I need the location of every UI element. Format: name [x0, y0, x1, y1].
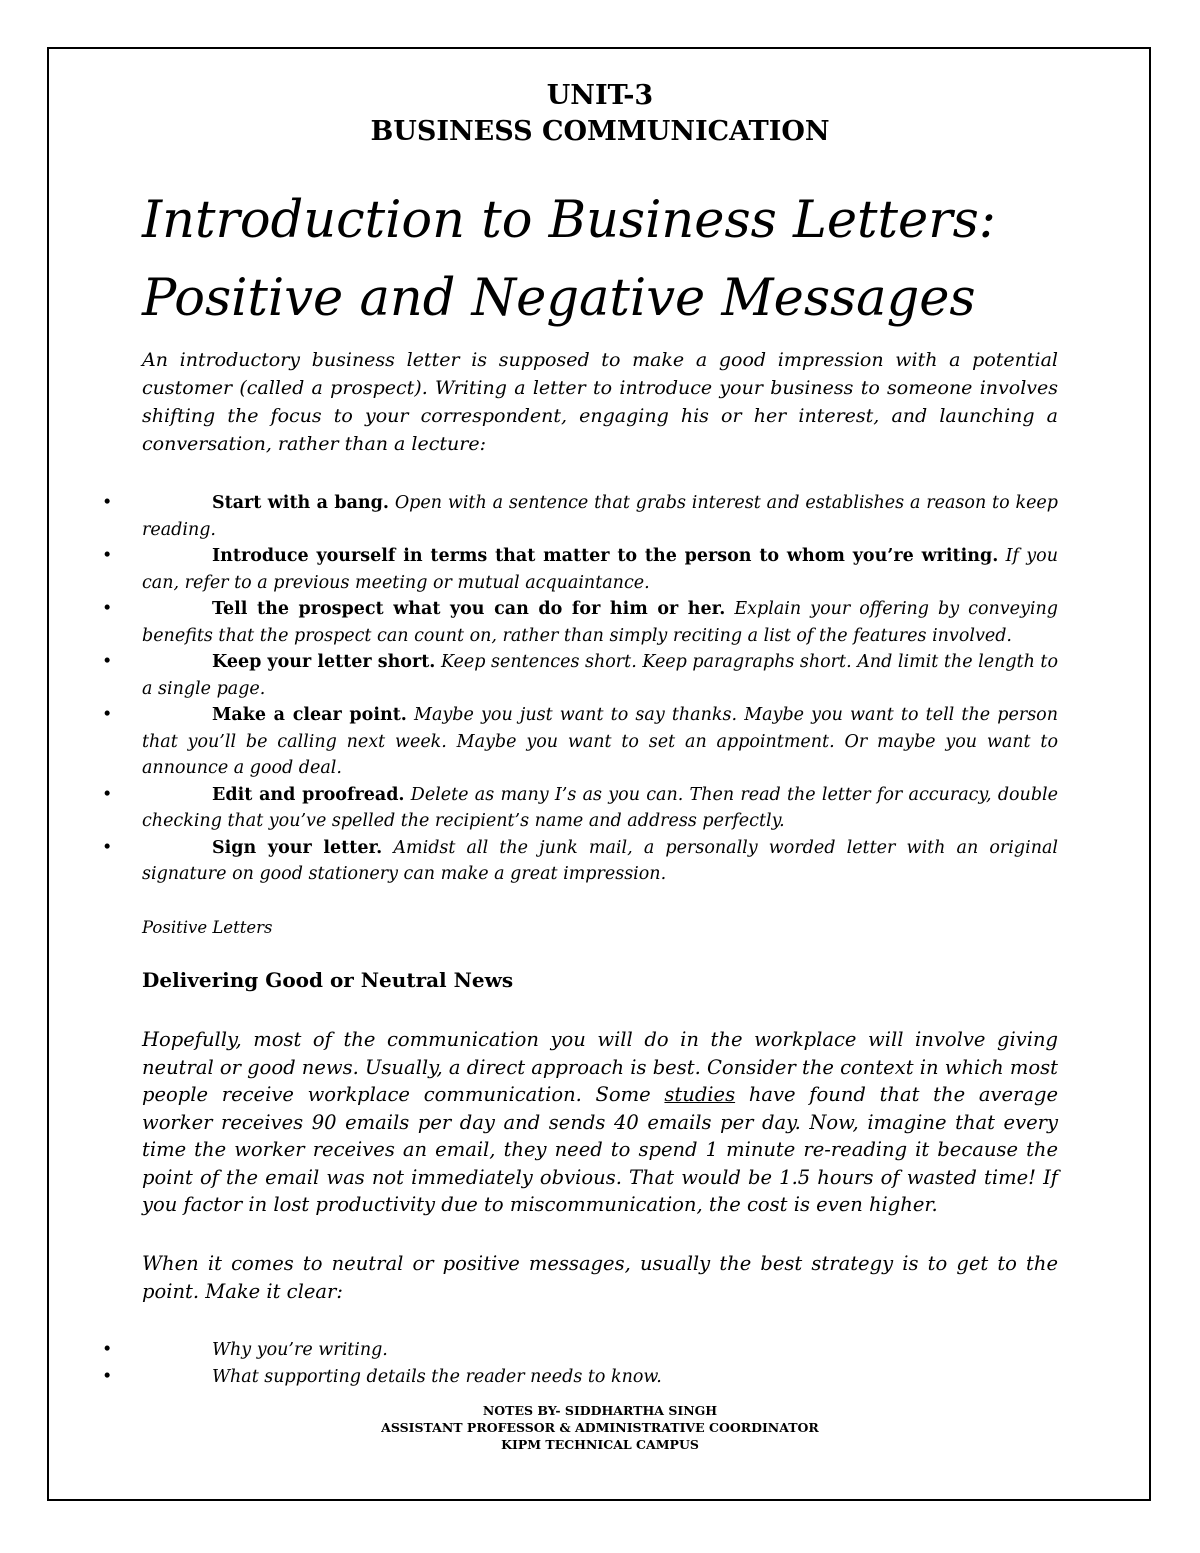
title-line-2: Positive and Negative Messages: [142, 269, 976, 328]
tip-text: Maybe you just want to say thanks. Maybe you want to tell the person that you’ll be calling next week. Maybe you want to set an appointment. Or maybe you want to announce a good deal.: [142, 705, 1058, 778]
paragraph-1: [142, 1026, 1058, 1219]
tip-lead: Introduce yourself in terms that matter to the person to whom you’re writing.: [212, 546, 999, 566]
bullet-icon: •: [102, 599, 113, 619]
list-item: [102, 782, 1058, 835]
bullet-icon: •: [102, 652, 113, 672]
unit-header: [0, 78, 1200, 150]
tip-text: Delete as many I’s as you can. Then read the letter for accuracy, double checking that you’ve spelled the recipient’s name and address perfectly.: [142, 784, 1058, 831]
bullet-icon: •: [102, 1367, 113, 1387]
tip-lead: Start with a bang.: [212, 493, 389, 513]
intro-paragraph: An introductory business letter is supposed to make a good impression with a potential customer (called a prospect). Writing a letter to introduce your business to someone involves shifting the focus to your correspondent, engaging his or her interest, and launching a conversation, rather than a lecture:: [142, 349, 1058, 455]
bullet-icon: •: [102, 1340, 113, 1360]
tips-list: [102, 490, 1058, 888]
tip-text: Open with a sentence that grabs interest and establishes a reason to keep reading.: [142, 493, 1058, 540]
tip-lead: Edit and proofread.: [212, 784, 405, 805]
footer-institution: KIPM TECHNICAL CAMPUS: [501, 1437, 699, 1452]
paragraph-2: When it comes to neutral or positive messages, usually the best strategy is to get to the point. Make it clear:: [142, 1252, 1058, 1303]
paragraph-1-text-cont: have found that the average worker receives 90 emails per day and sends 40 emails per day. Now, imagine that every time the worker receives an email, they need to spend 1 minute re-reading it because the point of the email was not immediately obvious. That would be 1.5 hours of wasted time! If you factor in lost productivity due to miscommunication, the cost is even higher.: [142, 1083, 1058, 1216]
checklist-text: Why you’re writing.: [212, 1340, 388, 1360]
list-item: [102, 835, 1058, 888]
tip-text: Amidst all the junk mail, a personally worded letter with an original signature on good stationery can make a great impression.: [142, 837, 1058, 884]
tip-text: Explain your offering by conveying benefits that the prospect can count on, rather than simply reciting a list of the features involved.: [142, 599, 1058, 646]
list-item: [102, 702, 1058, 782]
tip-text: Keep sentences short. Keep paragraphs short. And limit the length to a single page.: [142, 652, 1058, 699]
checklist-text: What supporting details the reader needs to know.: [212, 1367, 662, 1387]
unit-number: UNIT-3: [546, 80, 654, 111]
checklist: [102, 1337, 1058, 1391]
tip-lead: Sign your letter.: [212, 837, 383, 858]
footer: [0, 1402, 1200, 1453]
title-line-1: Introduction to Business Letters:: [142, 191, 996, 250]
tip-lead: Tell the prospect what you can do for him or her.: [212, 599, 726, 619]
list-item: [102, 543, 1058, 596]
bullet-icon: •: [102, 784, 113, 805]
tip-lead: Make a clear point.: [212, 705, 407, 725]
bullet-icon: •: [102, 837, 113, 858]
subject-title: BUSINESS COMMUNICATION: [370, 116, 830, 147]
studies-link[interactable]: studies: [664, 1083, 736, 1106]
list-item: [102, 1337, 1058, 1364]
section-heading: Delivering Good or Neutral News: [142, 968, 514, 992]
list-item: [102, 1364, 1058, 1391]
bullet-icon: •: [102, 705, 113, 725]
list-item: [102, 596, 1058, 649]
footer-author: NOTES BY- SIDDHARTHA SINGH: [482, 1403, 718, 1418]
positive-letters-label: Positive Letters: [142, 918, 273, 937]
tip-text: If you can, refer to a previous meeting or mutual acquaintance.: [142, 546, 1058, 593]
page-title: [142, 182, 1102, 338]
paragraph-1-text: Hopefully, most of the communication you will do in the workplace will involve giving neutral or good news. Usually, a direct approach is best. Consider the context in which most people receive workplace communication. Some: [142, 1028, 1058, 1106]
bullet-icon: •: [102, 546, 113, 566]
footer-designation: ASSISTANT PROFESSOR & ADMINISTRATIVE COORDINATOR: [381, 1420, 819, 1435]
tip-lead: Keep your letter short.: [212, 652, 436, 672]
list-item: [102, 649, 1058, 702]
bullet-icon: •: [102, 493, 113, 513]
list-item: [102, 490, 1058, 543]
